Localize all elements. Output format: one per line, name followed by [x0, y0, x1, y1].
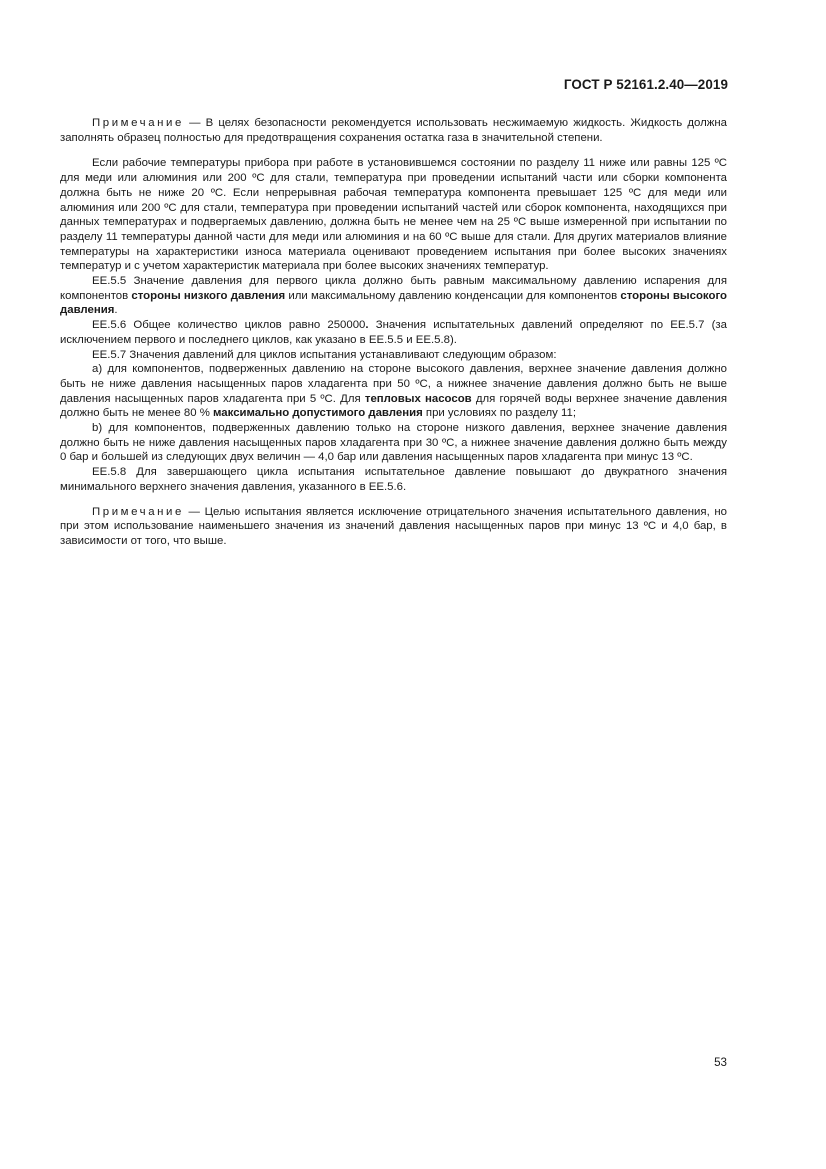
note-paragraph-2	[60, 505, 727, 549]
note-label: Примечание	[92, 505, 184, 518]
defined-term: тепловых насосов	[364, 392, 472, 405]
clause-ee-5-7-item-a	[60, 362, 727, 421]
document-body	[60, 116, 727, 549]
clause-text: для горячей воды верхнее значение давления должно быть не менее 80 %	[60, 392, 727, 420]
clause-ee-5-7-item-b: b) для компонентов, подверженных давлению только на стороне низкого давления, верхнее значение давления должно быть не ниже давления насыщенных паров хладагента при 30 ºC, а нижнее значение давления должно быть между 0 бар и большей из следующих двух величин — 4,0 бар или давления насыщенных паров хладагента при минус 13 ºC.	[60, 422, 727, 464]
clause-ee-5-7: ЕЕ.5.7 Значения давлений для циклов испытания устанавливают следующим образом:	[92, 348, 557, 361]
temperature-paragraph: Если рабочие температуры прибора при работе в установившемся состоянии по разделу 11 ниже или равны 125 ºC для меди или алюминия или 200 ºC для стали, температура при проведении испытаний части или сборки компонента должна быть не ниже 20 ºC. Если непрерывная рабочая температура компонента превышает 125 ºC для меди или алюминия или 200 ºC для стали, температура при проведении испытаний частей или сборок компонента, находящихся при данных температурах и подвергаемых давлению, должна быть не менее чем на 25 ºC выше измеренной при испытании по разделу 11 температуры данной части для меди или алюминия и на 60 ºC выше для стали. Для других материалов влияние температуры на характеристики износа материала оценивают проведением испытания при более высоких значениях температур и с учетом характеристик материала при более высоких значениях температур.	[60, 157, 727, 273]
page-number: 53	[714, 1056, 727, 1069]
defined-term: стороны высокого давления	[60, 289, 727, 317]
clause-text: ЕЕ.5.6 Общее количество циклов равно 250000	[92, 319, 366, 332]
defined-term: максимально допустимого давления	[213, 407, 423, 420]
note-text: — Целью испытания является исключение отрицательного значения испытательного давления, но при этом использование наименьшего значения из значений давления насыщенных паров при минус 13 ºC и 4,0 бар, в зависимости от того, что выше.	[60, 505, 727, 547]
standard-header: ГОСТ Р 52161.2.40—2019	[563, 77, 728, 92]
clause-ee-5-6	[60, 318, 727, 347]
clause-text: .	[114, 304, 118, 317]
clause-text: при условиях по разделу 11;	[422, 407, 577, 420]
clause-ee-5-8: ЕЕ.5.8 Для завершающего цикла испытания испытательное давление повышают до двукратного значения минимального верхнего значения давления, указанного в ЕЕ.5.6.	[60, 466, 727, 493]
clause-text: .	[365, 319, 369, 332]
clause-text: ЕЕ.5.5 Значение давления для первого цикла должно быть равным максимальному давлению испарения для компонентов	[60, 275, 727, 302]
clause-text: или максимальному давлению конденсации для компонентов	[285, 289, 621, 302]
defined-term: стороны низкого давления	[131, 289, 286, 302]
clause-text: Значения испытательных давлений определяют по ЕЕ.5.7 (за исключением первого и последнего циклов, как указано в ЕЕ.5.5 и ЕЕ.5.8).	[60, 319, 727, 346]
note-text: — В целях безопасности рекомендуется использовать несжимаемую жидкость. Жидкость должна заполнять образец полностью для предотвращения сохранения остатка газа в значительной степени.	[60, 117, 727, 144]
note-paragraph-1	[60, 116, 727, 145]
note-label: Примечание	[92, 117, 184, 129]
clause-text: a) для компонентов, подверженных давлению на стороне высокого давления, верхнее значение давления должно быть не ниже давления насыщенных паров хладагента при 50 ºC, а нижнее значение давления должно быть не выше давления насыщенных паров хладагента при 5 ºC. Для	[60, 363, 727, 405]
clause-ee-5-5	[60, 274, 727, 318]
